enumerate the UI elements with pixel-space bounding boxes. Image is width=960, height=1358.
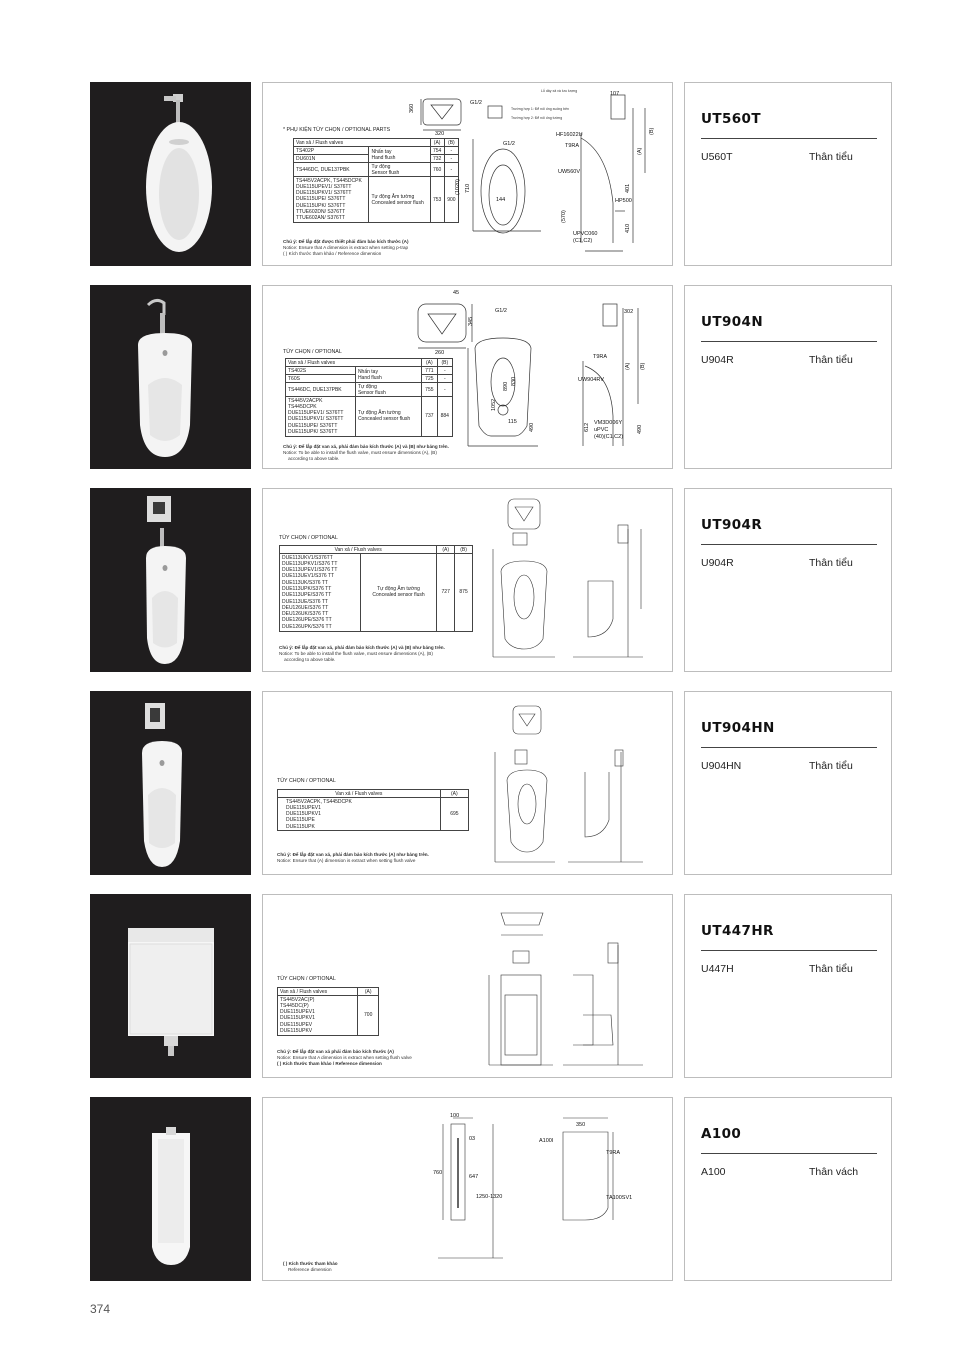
spec-drawing-ut904n — [262, 285, 673, 469]
options-title: TÙY CHỌN / OPTIONAL — [279, 535, 338, 541]
notes: Chú ý: Để lắp đặt van xả, phải đảm bảo kích thước (A) và (B) như bảng trên. Notice: To be able to install the flush valve, must ensure dimensions (A), (B) according to above table. — [283, 444, 449, 461]
dim-115: 115 — [508, 419, 517, 425]
part-name: Thân vách — [809, 1166, 859, 1178]
label-ta100sv1: TA100SV1 — [606, 1195, 633, 1201]
product-info-ut904hn — [684, 691, 892, 875]
label-vm3d006y: VM3D006Y — [594, 420, 623, 426]
notes: Chú ý: Để lắp đặt được thiết phải đảm bảo kích thước (A) Notice: Ensure that A dimension is extract when setting p-trap ( ) Kích thước tham khảo / Reference dimension — [283, 239, 409, 256]
product-row-ut904n — [90, 285, 892, 469]
model-code: UT904N — [701, 314, 764, 330]
callout-note-1: Lỗ dây xả và lưu lượng — [541, 89, 578, 93]
label-uw560v: UW560V — [558, 169, 581, 175]
model-code: UT447HR — [701, 923, 774, 939]
technical-drawing — [263, 895, 672, 1077]
product-info-ut904r — [684, 488, 892, 672]
label-g12-b: G1/2 — [503, 141, 515, 147]
page-number: 374 — [90, 1302, 111, 1316]
notes: Chú ý: Để lắp đặt van xả, phải đảm bảo kích thước (A) như bảng trên. Notice: Ensure that (A) dimension is extract when setting flush valve — [277, 852, 429, 863]
dim-b: (B) — [640, 362, 646, 370]
dim-612: 612 — [584, 422, 590, 432]
dim-45: 45 — [453, 290, 460, 296]
dim-350: 350 — [576, 1122, 586, 1128]
dim-490: 490 — [529, 422, 535, 432]
dim-a: (A) — [637, 147, 643, 155]
options-title: * PHỤ KIỆN TÙY CHỌN / OPTIONAL PARTS — [283, 127, 391, 133]
divider — [701, 950, 877, 951]
spec-drawing-ut904r — [262, 488, 673, 672]
dim-890: 890 — [503, 381, 509, 391]
dim-b: (B) — [649, 127, 655, 135]
callout-note-2: Trường hợp 1: Để nối ống xuống bên — [511, 107, 569, 111]
spec-drawing-ut904hn — [262, 691, 673, 875]
product-row-ut904r — [90, 488, 892, 672]
dim-647: 647 — [469, 1174, 479, 1180]
model-code: A100 — [701, 1126, 742, 1142]
label-t9ra: T9RA — [593, 354, 608, 360]
label-g12: G1/2 — [470, 100, 482, 106]
product-photo-ut904n — [90, 285, 251, 469]
model-code: UT904HN — [701, 720, 775, 736]
part-name: Thân tiểu — [809, 354, 853, 366]
dim-260: 260 — [435, 350, 445, 356]
label-c1c2: (40)(C1,C2) — [594, 434, 624, 440]
divider — [701, 1153, 877, 1154]
divider — [701, 544, 877, 545]
product-info-ut904n — [684, 285, 892, 469]
model-code: UT904R — [701, 517, 763, 533]
dim-a: (A) — [625, 362, 631, 370]
technical-drawing — [263, 286, 672, 468]
valve-table: Van xả / Flush valves (A) (B) TS402P Nhấn tay Hand flush 754 - DU601N 732 - TS446DC, DUE137PBK Tự động Sensor flush 760 - TS445V2ACPK, TS445DCPK DUE115UPEV1/ S376TT DUE115UPKV1/ S376TT DUE115UPE/ S376TT DUE115UPK/ S376TT TTUE602DN/ S376TT TTUE602AN/ S376TT Tự động Âm tường Concealed sensor flush 753 900 — [293, 138, 459, 223]
dim-100: 100 — [450, 1113, 460, 1119]
valve-table: Van xả / Flush valves (A) (B) TS402S Nhấn tay Hand flush 771 - T60S 725 - TS446DC, DUE137PBK Tự động Sensor flush 755 - TS445V2ACPK TS445DCPK DUE115UPEV1/ S376TT DUE115UPKV1/ S376TT DUE115UPE/ S376TT DUE115UPK/ S376TT Tự động Âm tường Concealed sensor flush 737 884 — [285, 358, 453, 437]
part-code: U904R — [701, 354, 734, 366]
spec-drawing-ut560t — [262, 82, 673, 266]
divider — [701, 138, 877, 139]
product-row-ut560t — [90, 82, 892, 266]
dim-830: 830 — [511, 376, 517, 386]
label-upvc: uPVC — [594, 427, 609, 433]
dim-490-b: 490 — [637, 424, 643, 434]
product-info-ut447hr — [684, 894, 892, 1078]
dim-302: 302 — [624, 309, 634, 315]
valve-table: Van xả / Flush valves (A) (B) DUE113UKV1/S376TT DUE113UPKV1/S376 TT DUE113UPEV1/S376 TT DUE113UEV1/S376 TT DUE113UK/S376 TT DUE113UPK/S376 TT DUE113UPE/S376 TT DUE113UE/S376 TT DEU126UE/S376 TT DEU126UK/S376 TT DUE126UPE/S376 TT DUE126UPK/S376 TT Tự động Âm tường Concealed sensor flush 727 875 — [279, 545, 473, 632]
notes: ( ) Kích thước tham khảo Reference dimension — [283, 1261, 338, 1272]
spec-drawing-a100 — [262, 1097, 673, 1281]
notes: Chú ý: Để lắp đặt van xả phải đảm bảo kích thước (A) Notice: Ensure that A dimension is extract when setting flush valve ( ) Kích thước tham khảo / Reference dimension — [277, 1049, 412, 1066]
options-title: TÙY CHỌN / OPTIONAL — [277, 778, 336, 784]
product-info-a100 — [684, 1097, 892, 1281]
label-t9ra: T9RA — [565, 143, 580, 149]
product-row-ut904hn — [90, 691, 892, 875]
product-row-a100 — [90, 1097, 892, 1281]
product-photo-ut904r — [90, 488, 251, 672]
dim-570: (570) — [561, 210, 567, 223]
spec-drawing-ut447hr — [262, 894, 673, 1078]
label-uw904rv: UW904RV — [578, 377, 604, 383]
dim-1052: 1052 — [491, 398, 497, 411]
part-name: Thân tiểu — [809, 557, 853, 569]
valve-table: Van xả / Flush valves (A) TS445V2AC(P) TS445DC(P) DUE115UPEV1 DUE115UPKV1 DUE115UPEV DUE115UPKV 700 — [277, 987, 379, 1036]
dim-410: 410 — [625, 223, 631, 233]
product-photo-ut560t — [90, 82, 251, 266]
part-code: U904HN — [701, 760, 742, 772]
part-code: U560T — [701, 151, 733, 163]
part-code: U904R — [701, 557, 734, 569]
valve-table: Van xả / Flush valves (A) TS445V2ACPK, TS445DCPK DUE115UPEV1 DUE115UPKV1 DUE115UPE DUE115UPK 695 — [277, 789, 469, 831]
product-photo-ut904hn — [90, 691, 251, 875]
dim-345: 345 — [468, 316, 474, 326]
options-title: TÙY CHỌN / OPTIONAL — [283, 349, 342, 355]
product-row-ut447hr — [90, 894, 892, 1078]
product-photo-ut447hr — [90, 894, 251, 1078]
label-c1c2: (C1,C2) — [573, 238, 593, 244]
model-code: UT560T — [701, 111, 761, 127]
callout-note-3: Trường hợp 2: Để nối ống tường — [511, 116, 563, 120]
dim-107: 107 — [610, 91, 620, 97]
technical-drawing — [263, 489, 672, 671]
label-g12: G1/2 — [495, 308, 507, 314]
dim-710: 710 — [465, 183, 471, 193]
label-t9ra: T9RA — [606, 1150, 621, 1156]
options-title: TÙY CHỌN / OPTIONAL — [277, 976, 336, 982]
label-hf16022u: HF16022U — [556, 132, 583, 138]
dim-03: 03 — [469, 1136, 476, 1142]
dim-1020: (1020) — [455, 179, 461, 195]
part-name: Thân tiểu — [809, 760, 853, 772]
label-upvc060: UPVC060 — [573, 231, 598, 237]
technical-drawing — [263, 1098, 672, 1280]
product-info-ut560t — [684, 82, 892, 266]
part-name: Thân tiểu — [809, 151, 853, 163]
dim-401: 401 — [625, 183, 631, 193]
divider — [701, 747, 877, 748]
product-photo-a100 — [90, 1097, 251, 1281]
part-name: Thân tiểu — [809, 963, 853, 975]
dim-760: 760 — [433, 1170, 443, 1176]
label-hp500: HP500 — [615, 198, 632, 204]
label-a100i: A100I — [539, 1138, 554, 1144]
dim-144: 144 — [496, 197, 506, 203]
technical-drawing — [263, 83, 672, 265]
part-code: U447H — [701, 963, 734, 975]
dim-1250-1320: 1250-1320 — [476, 1194, 503, 1200]
part-code: A100 — [701, 1166, 726, 1178]
dim-320: 320 — [435, 131, 445, 137]
notes: Chú ý: Để lắp đặt van xả, phải đảm bảo kích thước (A) và (B) như bảng trên. Notice: To be able to install the flush valve, must ensure dimensions (A), (B) according to above table. — [279, 645, 445, 662]
dim-360: 360 — [409, 103, 415, 113]
technical-drawing — [263, 692, 672, 874]
divider — [701, 341, 877, 342]
